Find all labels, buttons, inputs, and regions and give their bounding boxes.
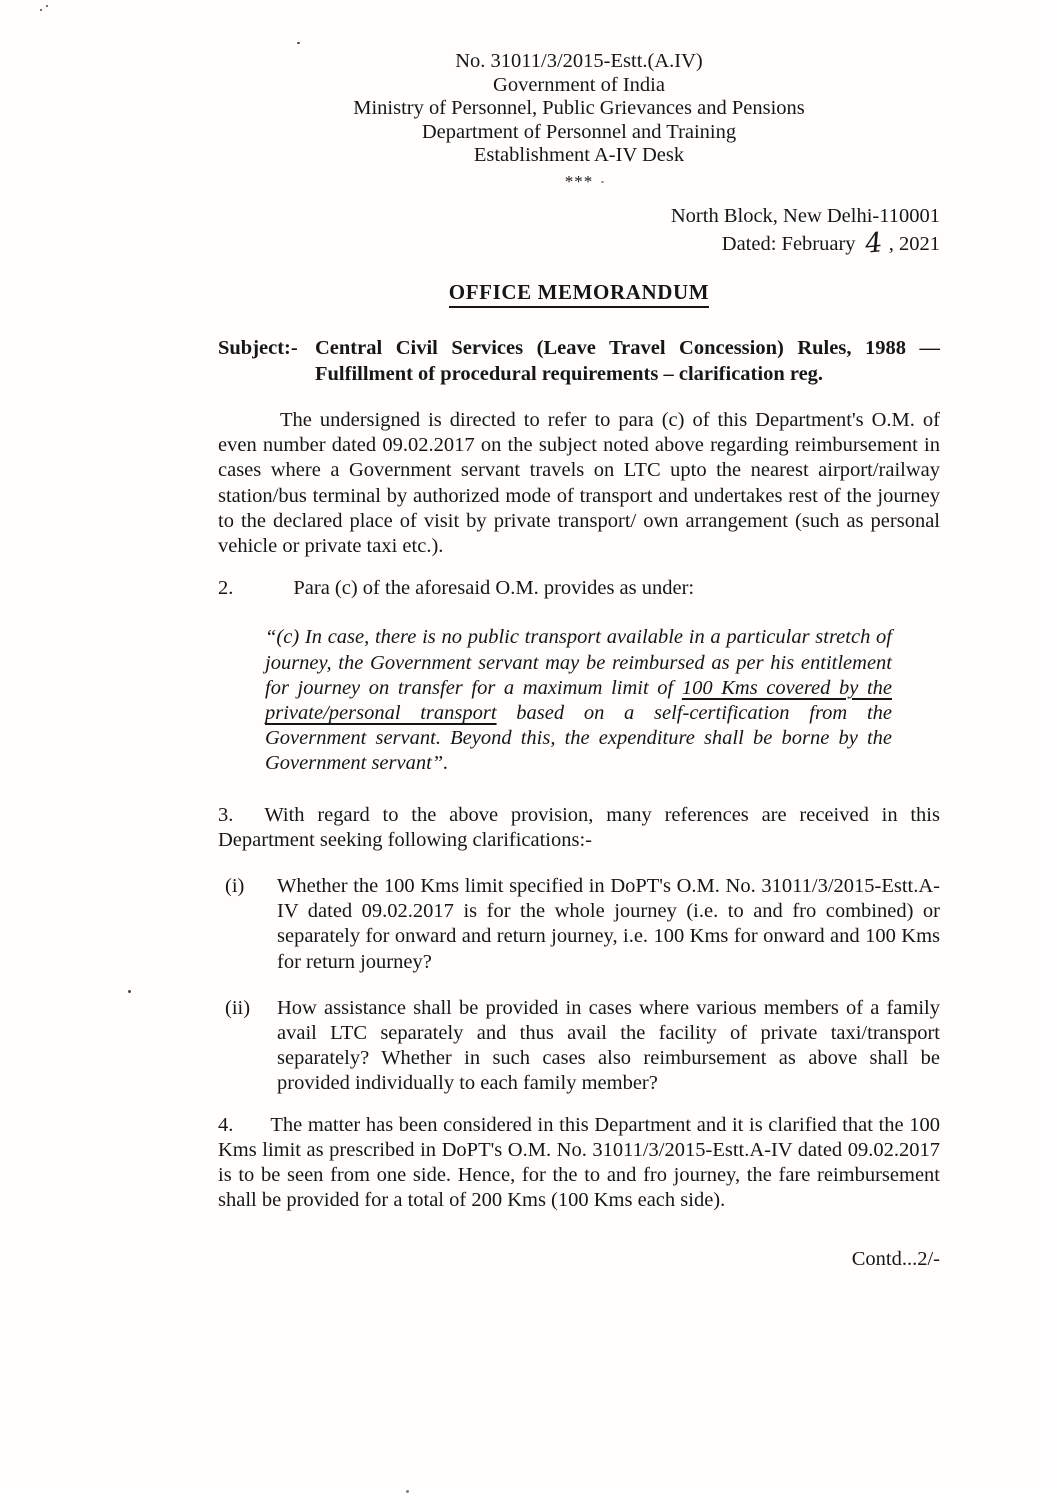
paragraph-3-text: With regard to the above provision, many references are received in this Department seeking following clarifications:- (218, 803, 940, 851)
subject-text: Central Civil Services (Leave Travel Concession) Rules, 1988 — Fulfillment of procedural requirements – clarification reg. (315, 337, 940, 385)
item-1-marker: (i) (225, 875, 245, 898)
paragraph-3 (218, 803, 940, 853)
org-line-ministry: Ministry of Personnel, Public Grievances and Pensions (353, 97, 805, 119)
scan-artifact (128, 990, 131, 993)
paragraph-4 (218, 1113, 940, 1214)
paragraph-3-number: 3. (218, 803, 234, 826)
paragraph-2-text: Para (c) of the aforesaid O.M. provides as under: (293, 577, 695, 600)
footer-row (218, 1248, 940, 1271)
separator-stars: *** (564, 171, 594, 191)
paragraph-2 (218, 576, 940, 601)
org-line-department: Department of Personnel and Training (421, 120, 737, 143)
place-line: North Block, New Delhi-110001 (670, 205, 940, 227)
scan-artifact (46, 5, 48, 7)
org-line-government: Government of India (493, 73, 665, 96)
org-line-desk: Establishment A-IV Desk (473, 144, 685, 166)
quote-part-1: “(c) In case, there is no public transport available in a particular stretch of journey, the Government servant may be reimbursed as per his entitlement for journey on transfer for a maximum limit of (265, 626, 892, 699)
date-prefix: Dated: February (721, 233, 856, 255)
handwritten-date-day: 4 (863, 227, 884, 260)
paragraph-1: The undersigned is directed to refer to para (c) of this Department's O.M. of even number dated 09.02.2017 on the subject noted above regarding reimbursement in cases where a Government servant travels on LTC upto the nearest airport/railway station/bus terminal by authorized mode of transport and undertakes rest of the journey to the declared place of visit by private transport/ own arrangement (such as personal vehicle or private taxi etc.). (218, 409, 940, 558)
paragraph-2-number: 2. (218, 577, 234, 600)
clarification-item-2 (218, 996, 940, 1097)
date-line (218, 227, 940, 260)
quote-underlined-segment: 100 Kms covered by the private/personal transport (265, 676, 892, 725)
date-suffix: , 2021 (888, 233, 940, 255)
document-title: OFFICE MEMORANDUM (449, 280, 709, 308)
clarification-item-1 (218, 874, 940, 975)
item-1-text: Whether the 100 Kms limit specified in DoPT's O.M. No. 31011/3/2015-Estt.A-IV dated 09.02.2017 is for the whole journey (i.e. to and fro combined) or separately for onward and return journey, i.e. 100 Kms for onward and 100 Kms for return journey? (277, 875, 940, 973)
paragraph-4-number: 4. (218, 1113, 234, 1136)
subject-label: Subject:- (218, 337, 298, 359)
subject-block (218, 335, 940, 387)
letterhead (218, 50, 940, 193)
scan-artifact (601, 181, 604, 183)
item-2-text: How assistance shall be provided in cases where various members of a family avail LTC separately and thus avail the facility of private taxi/transport separately? Whether in such cases also reimbursement as above shall be provided individually to each family member? (277, 996, 940, 1095)
item-2-marker: (ii) (225, 996, 251, 1019)
quoted-provision (265, 625, 892, 776)
continuation-note: Contd...2/- (851, 1248, 940, 1271)
scan-artifact (297, 42, 300, 44)
title-row (218, 280, 940, 308)
place-date-block (218, 204, 940, 260)
scan-artifact (40, 9, 42, 11)
reference-number: No. 31011/3/2015-Estt.(A.IV) (455, 50, 703, 72)
paragraph-4-text: The matter has been considered in this Department and it is clarified that the 100 Kms limit as prescribed in DoPT's O.M. No. 31011/3/2015-Estt.A-IV dated 09.02.2017 is to be seen from one side. Hence, for the to and fro journey, the fare reimbursement shall be provided for a total of 200 Kms (100 Kms each side). (218, 1113, 940, 1212)
quote-part-2: based on a self-certification from the Government servant. Beyond this, the expenditure shall be borne by the Government servant”. (265, 702, 892, 775)
